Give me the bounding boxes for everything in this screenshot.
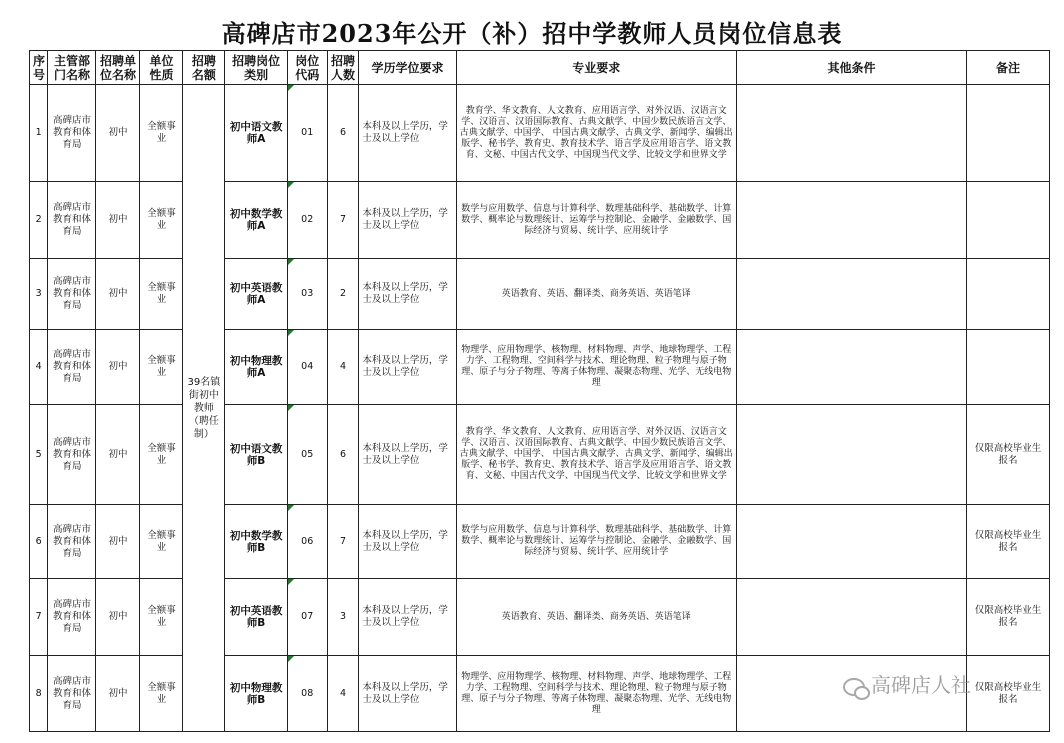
- cell-nature: 全额事业: [140, 85, 183, 182]
- cell-count: 7: [327, 505, 359, 579]
- cell-count: 3: [327, 579, 359, 656]
- cell-other: [736, 330, 966, 405]
- table-row: [30, 259, 1050, 330]
- cell-code: 06: [287, 505, 327, 579]
- cell-post: 初中数学教师A: [225, 182, 287, 259]
- cell-no: 8: [30, 656, 48, 732]
- cell-edu: 本科及以上学历，学士及以上学位: [359, 656, 456, 732]
- cell-count: 6: [327, 85, 359, 182]
- cell-edu: 本科及以上学历，学士及以上学位: [359, 182, 456, 259]
- header-post: 招聘岗位类别: [225, 51, 287, 85]
- cell-count: 4: [327, 330, 359, 405]
- cell-code: 01: [287, 85, 327, 182]
- cell-nature: 全额事业: [140, 182, 183, 259]
- cell-note: [967, 330, 1050, 405]
- cell-no: 2: [30, 182, 48, 259]
- cell-post: 初中英语教师A: [225, 259, 287, 330]
- table-row: [30, 182, 1050, 259]
- cell-dept: 高碑店市教育和体育局: [48, 656, 96, 732]
- cell-no: 5: [30, 405, 48, 505]
- cell-unit: 初中: [96, 405, 140, 505]
- cell-unit: 初中: [96, 85, 140, 182]
- cell-other: [736, 405, 966, 505]
- table-row: [30, 85, 1050, 182]
- header-quota: 招聘名额: [183, 51, 225, 85]
- table-row: [30, 505, 1050, 579]
- cell-note: [967, 259, 1050, 330]
- table-row: [30, 579, 1050, 656]
- cell-nature: 全额事业: [140, 579, 183, 656]
- cell-major: 数学与应用数学、信息与计算科学、数理基础科学、基础数学、计算数学、概率论与数理统计、运筹学与控制论、金融学、金融数学、国际经济与贸易、统计学、应用统计学: [456, 505, 736, 579]
- header-no: 序号: [30, 51, 48, 85]
- header-unit: 招聘单位名称: [96, 51, 140, 85]
- watermark-text: 高碑店人社: [871, 673, 971, 697]
- cell-note: 仅限高校毕业生报名: [967, 579, 1050, 656]
- cell-no: 6: [30, 505, 48, 579]
- cell-other: [736, 259, 966, 330]
- cell-dept: 高碑店市教育和体育局: [48, 579, 96, 656]
- cell-dept: 高碑店市教育和体育局: [48, 182, 96, 259]
- cell-major: 英语教育、英语、翻译类、商务英语、英语笔译: [456, 579, 736, 656]
- cell-post: 初中物理教师A: [225, 330, 287, 405]
- cell-other: [736, 656, 966, 732]
- cell-edu: 本科及以上学历，学士及以上学位: [359, 505, 456, 579]
- cell-nature: 全额事业: [140, 505, 183, 579]
- cell-no: 4: [30, 330, 48, 405]
- cell-major: 物理学、应用物理学、核物理、材料物理、声学、地球物理学、工程力学、工程物理、空间科学与技术、理论物理、粒子物理与原子物理、原子与分子物理、等离子体物理、凝聚态物理、光学、无线电物理: [456, 656, 736, 732]
- cell-post: 初中英语教师B: [225, 579, 287, 656]
- cell-dept: 高碑店市教育和体育局: [48, 85, 96, 182]
- cell-other: [736, 579, 966, 656]
- cell-unit: 初中: [96, 656, 140, 732]
- cell-code: 05: [287, 405, 327, 505]
- cell-edu: 本科及以上学历，学士及以上学位: [359, 85, 456, 182]
- header-code: 岗位代码: [287, 51, 327, 85]
- cell-no: 1: [30, 85, 48, 182]
- cell-note: 仅限高校毕业生报名: [967, 656, 1050, 732]
- header-row: [30, 51, 1050, 85]
- table-row: [30, 330, 1050, 405]
- table-title: 高碑店市2023年公开（补）招中学教师人员岗位信息表: [221, 19, 843, 48]
- cell-major: 物理学、应用物理学、核物理、材料物理、声学、地球物理学、工程力学、工程物理、空间科学与技术、理论物理、粒子物理与原子物理、原子与分子物理、等离子体物理、凝聚态物理、光学、无线电物理: [456, 330, 736, 405]
- header-note: 备注: [967, 51, 1050, 85]
- cell-count: 7: [327, 182, 359, 259]
- cell-count: 4: [327, 656, 359, 732]
- cell-unit: 初中: [96, 579, 140, 656]
- cell-dept: 高碑店市教育和体育局: [48, 405, 96, 505]
- cell-nature: 全额事业: [140, 405, 183, 505]
- table-row: [30, 405, 1050, 505]
- cell-major: 教育学、华文教育、人文教育、应用语言学、对外汉语、汉语言文学、汉语言、汉语国际教育、古典文献学、中国少数民族语言文学、古典文献学、中国学、 中国古典文献学、古典文学、新闻学、编辑出版学、秘书学、教育史、教育技术学、语言学及应用语言学、语文教育、文秘、中国古代文学、中国现当代文学、比较文学和世界文学: [456, 405, 736, 505]
- table-row: [30, 656, 1050, 732]
- cell-count: 2: [327, 259, 359, 330]
- header-major: 专业要求: [456, 51, 736, 85]
- cell-edu: 本科及以上学历，学士及以上学位: [359, 259, 456, 330]
- cell-unit: 初中: [96, 505, 140, 579]
- cell-no: 7: [30, 579, 48, 656]
- cell-major: 英语教育、英语、翻译类、商务英语、英语笔译: [456, 259, 736, 330]
- cell-code: 07: [287, 579, 327, 656]
- header-edu: 学历学位要求: [359, 51, 456, 85]
- cell-note: [967, 85, 1050, 182]
- cell-major: 教育学、华文教育、人文教育、应用语言学、对外汉语、汉语言文学、汉语言、汉语国际教育、古典文献学、中国少数民族语言文学、古典文献学、中国学、 中国古典文献学、古典文学、新闻学、编辑出版学、秘书学、教育史、教育技术学、语言学及应用语言学、语文教育、文秘、中国古代文学、中国现当代文学、比较文学和世界文学: [456, 85, 736, 182]
- cell-unit: 初中: [96, 259, 140, 330]
- cell-other: [736, 505, 966, 579]
- header-other: 其他条件: [736, 51, 966, 85]
- cell-code: 08: [287, 656, 327, 732]
- cell-count: 6: [327, 405, 359, 505]
- cell-edu: 本科及以上学历，学士及以上学位: [359, 405, 456, 505]
- header-count: 招聘人数: [327, 51, 359, 85]
- cell-code: 03: [287, 259, 327, 330]
- header-dept: 主管部门名称: [48, 51, 96, 85]
- cell-code: 02: [287, 182, 327, 259]
- cell-dept: 高碑店市教育和体育局: [48, 330, 96, 405]
- cell-dept: 高碑店市教育和体育局: [48, 505, 96, 579]
- cell-post: 初中语文教师B: [225, 405, 287, 505]
- cell-unit: 初中: [96, 330, 140, 405]
- cell-nature: 全额事业: [140, 259, 183, 330]
- cell-other: [736, 182, 966, 259]
- cell-nature: 全额事业: [140, 656, 183, 732]
- cell-post: 初中数学教师B: [225, 505, 287, 579]
- cell-post: 初中物理教师B: [225, 656, 287, 732]
- cell-edu: 本科及以上学历，学士及以上学位: [359, 579, 456, 656]
- cell-major: 数学与应用数学、信息与计算科学、数理基础科学、基础数学、计算数学、概率论与数理统计、运筹学与控制论、金融学、金融数学、国际经济与贸易、统计学、应用统计学: [456, 182, 736, 259]
- cell-no: 3: [30, 259, 48, 330]
- cell-unit: 初中: [96, 182, 140, 259]
- cell-note: 仅限高校毕业生报名: [967, 405, 1050, 505]
- cell-dept: 高碑店市教育和体育局: [48, 259, 96, 330]
- cell-note: [967, 182, 1050, 259]
- cell-quota-merged: 39名镇街初中教师（聘任制）: [183, 85, 225, 732]
- header-nature: 单位性质: [140, 51, 183, 85]
- cell-edu: 本科及以上学历，学士及以上学位: [359, 330, 456, 405]
- cell-note: 仅限高校毕业生报名: [967, 505, 1050, 579]
- cell-nature: 全额事业: [140, 330, 183, 405]
- cell-code: 04: [287, 330, 327, 405]
- cell-post: 初中语文教师A: [225, 85, 287, 182]
- positions-table: [29, 50, 1050, 732]
- cell-other: [736, 85, 966, 182]
